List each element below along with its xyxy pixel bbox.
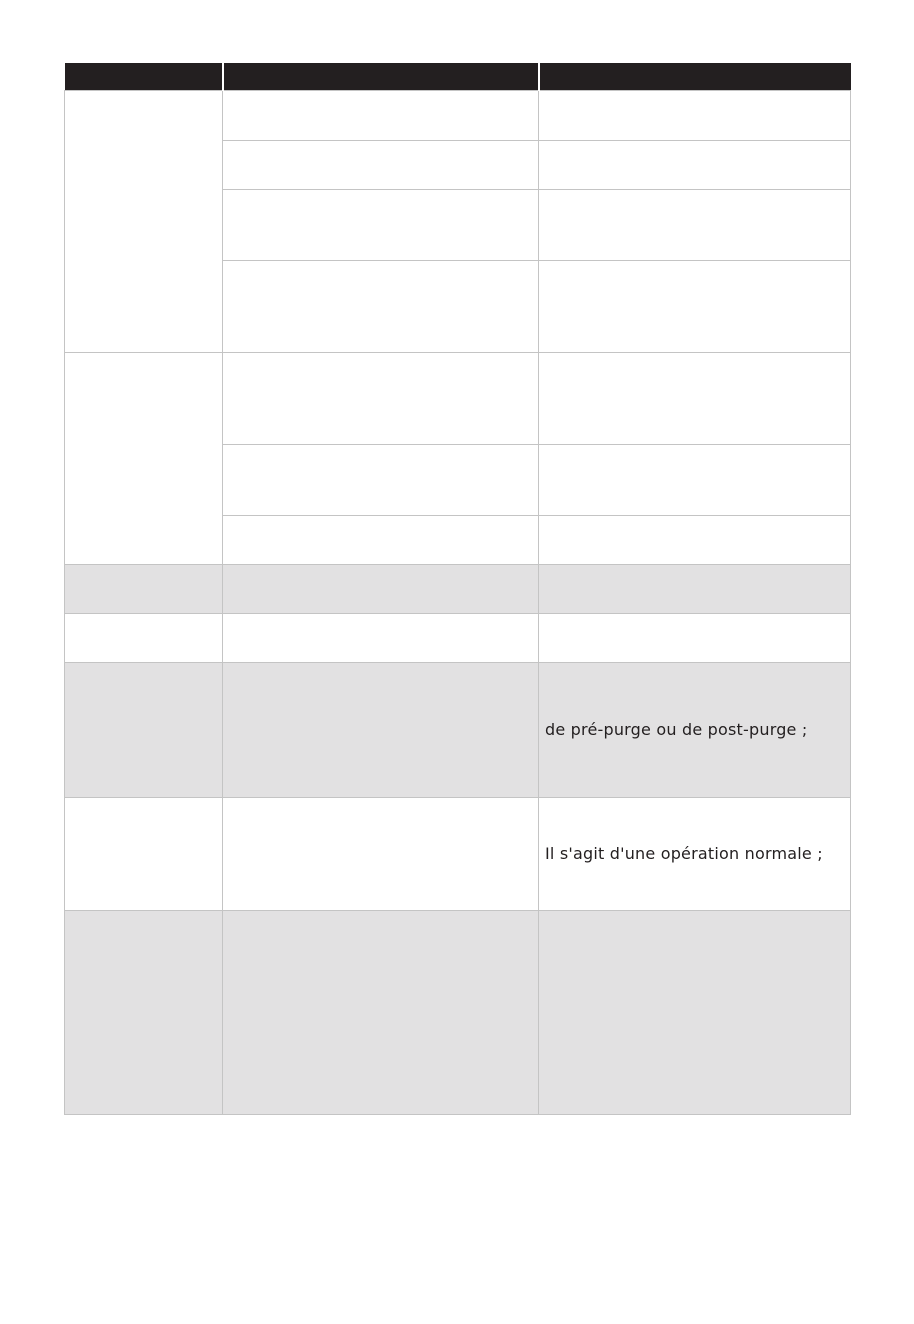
table-cell [223, 565, 539, 614]
table-cell [539, 353, 851, 445]
table-row [65, 353, 851, 445]
table-cell [539, 516, 851, 565]
table-cell [539, 445, 851, 516]
table-row [65, 798, 851, 911]
table-cell [539, 261, 851, 353]
table-cell [223, 141, 539, 190]
table-row [65, 911, 851, 1115]
table-cell [539, 911, 851, 1115]
table-cell [539, 565, 851, 614]
table-cell [65, 798, 223, 911]
table-cell [223, 190, 539, 261]
table-cell [223, 353, 539, 445]
header-cell-3 [539, 63, 851, 91]
table-row [65, 663, 851, 798]
table-body [65, 91, 851, 1115]
table-cell [223, 911, 539, 1115]
table-cell [539, 141, 851, 190]
table-row [65, 91, 851, 141]
table-cell: Il s'agit d'une opération normale ; [539, 798, 851, 911]
header-cell-1 [65, 63, 223, 91]
table-cell [65, 91, 223, 353]
table-cell [223, 91, 539, 141]
table-cell [539, 614, 851, 663]
table-cell [223, 261, 539, 353]
table-cell [65, 911, 223, 1115]
table-header [65, 63, 851, 91]
table-cell [223, 614, 539, 663]
table-cell [223, 516, 539, 565]
table-cell [65, 565, 223, 614]
table-cell [65, 663, 223, 798]
table-cell [223, 798, 539, 911]
table-cell: de pré-purge ou de post-purge ; [539, 663, 851, 798]
troubleshooting-table [64, 63, 851, 1115]
table-cell [65, 614, 223, 663]
table-cell [65, 353, 223, 565]
header-row [65, 63, 851, 91]
table-cell [223, 663, 539, 798]
table-cell [223, 445, 539, 516]
table-cell [539, 91, 851, 141]
table-cell [539, 190, 851, 261]
table-row [65, 565, 851, 614]
header-cell-2 [223, 63, 539, 91]
table-row [65, 614, 851, 663]
